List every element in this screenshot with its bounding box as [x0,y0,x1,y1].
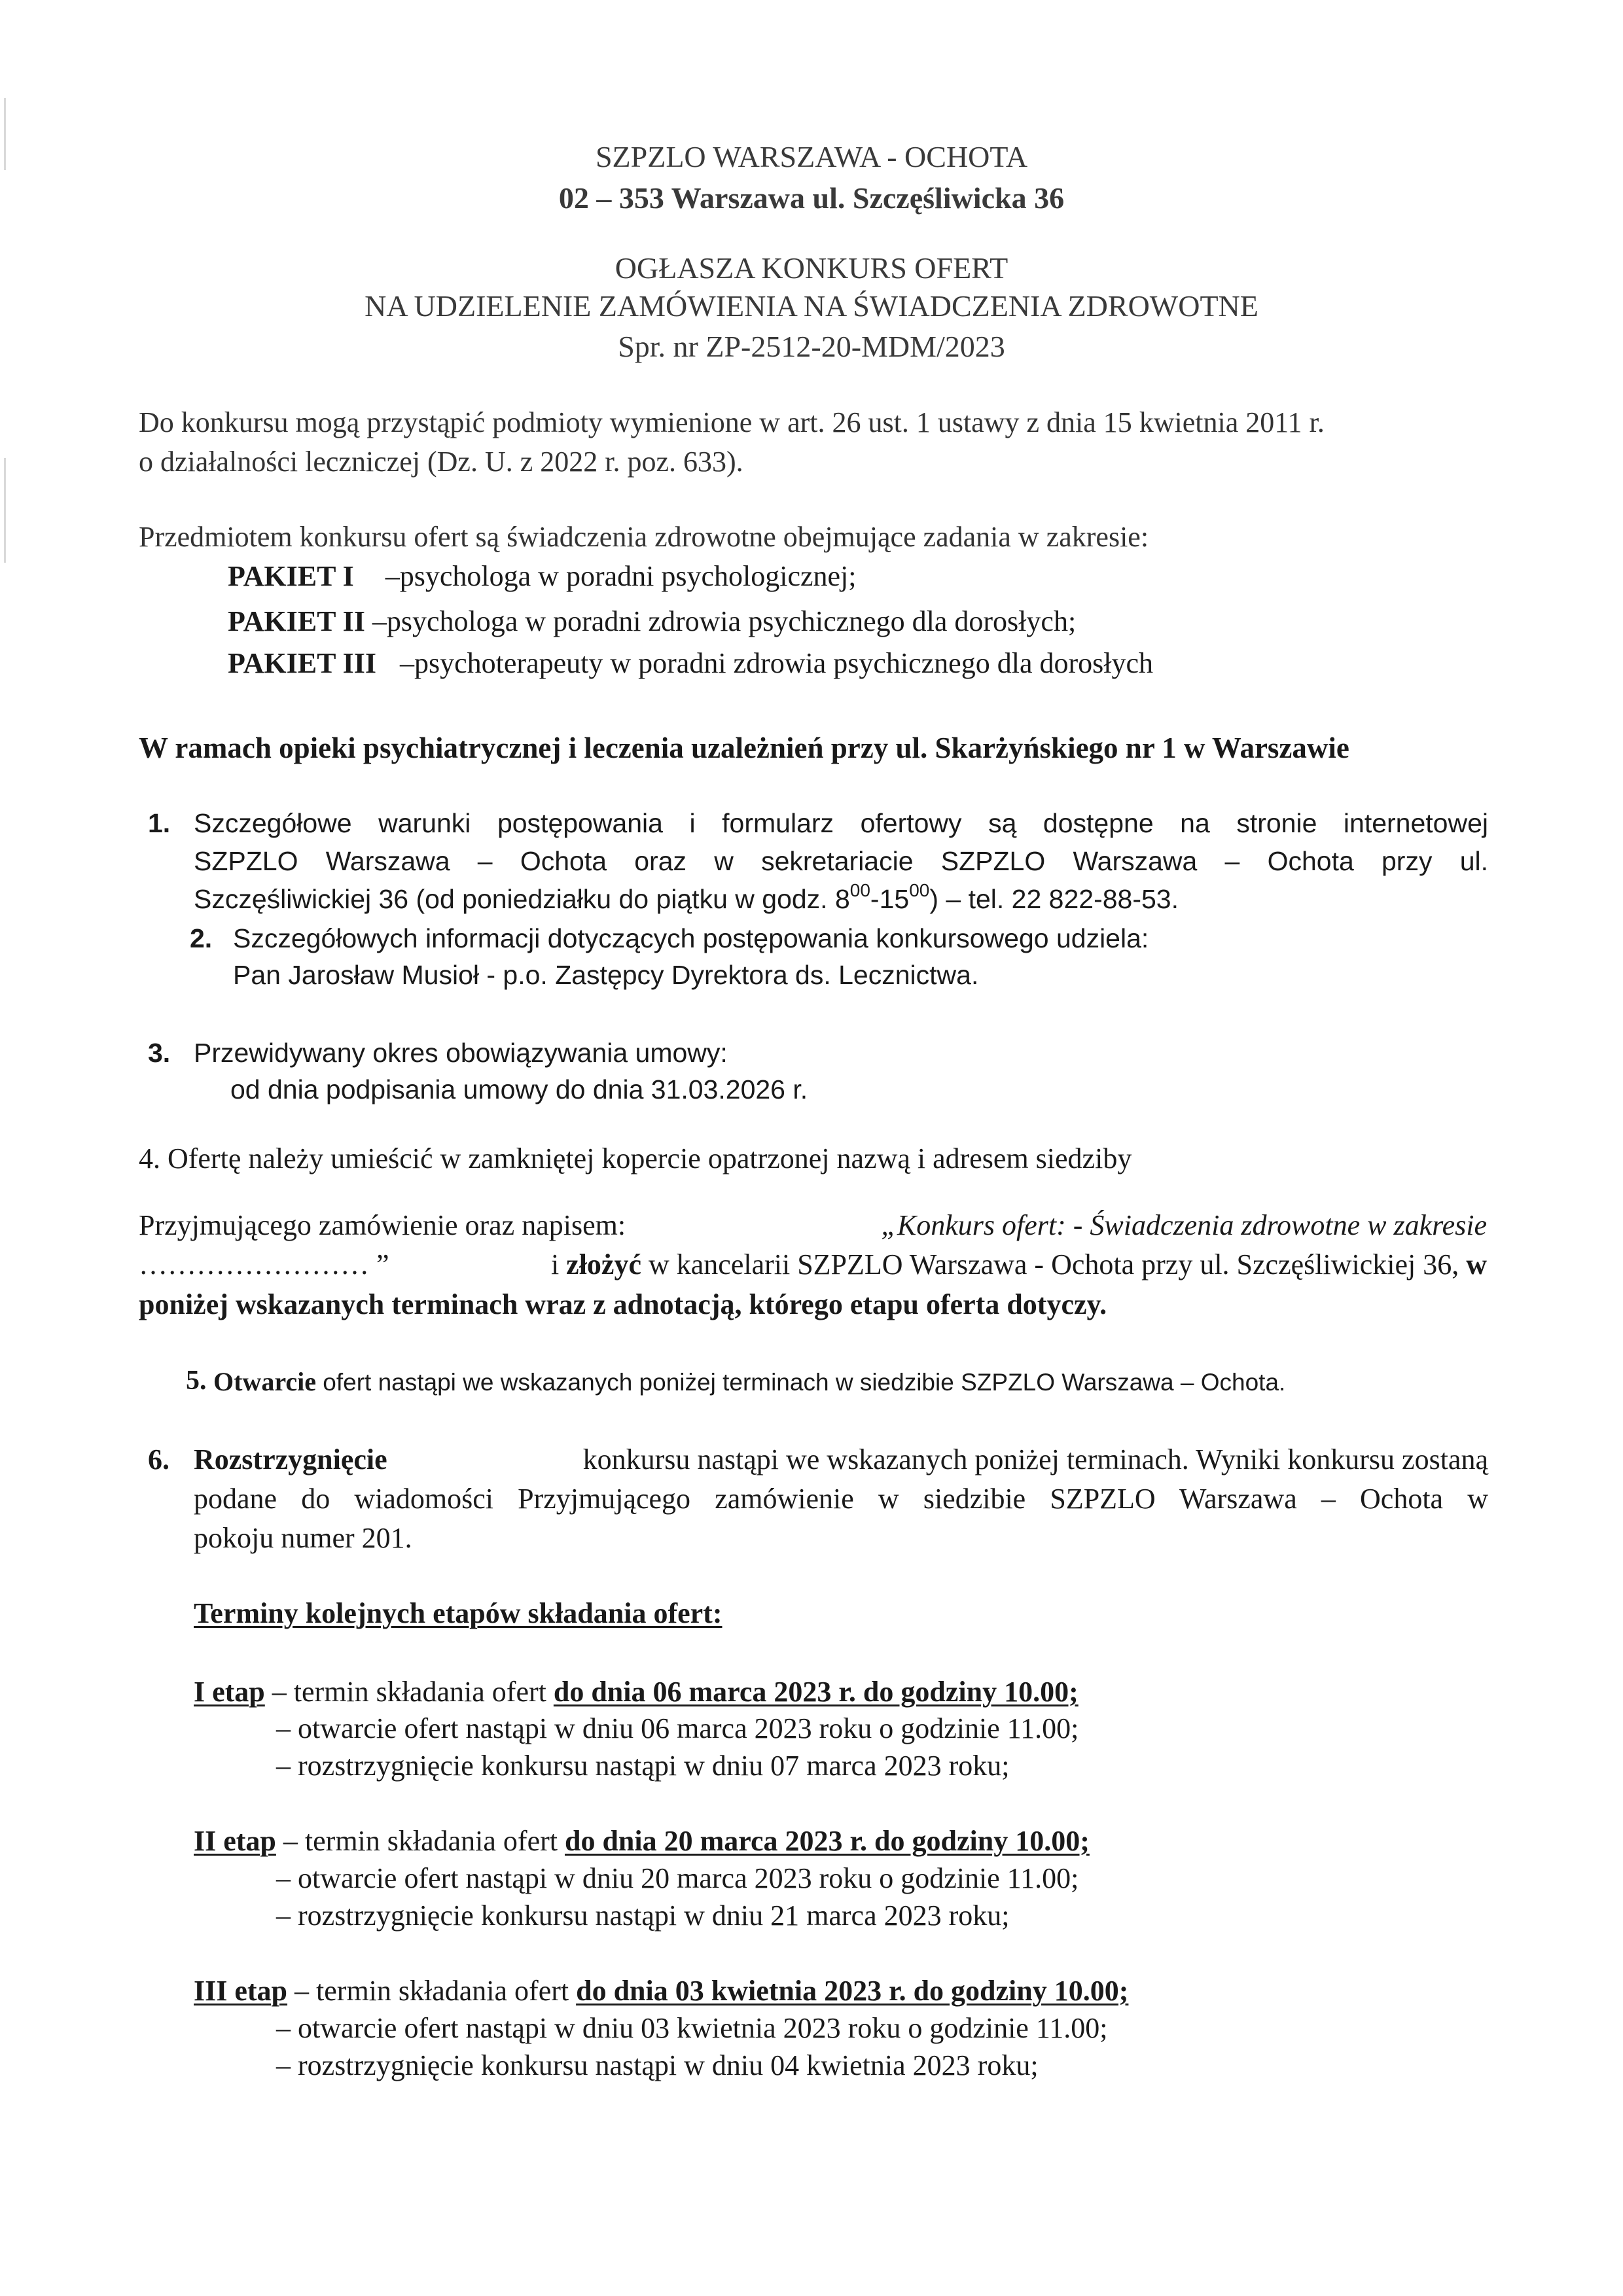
org-name: SZPZLO WARSZAWA - OCHOTA [595,140,1028,173]
item1-line-2: SZPZLO Warszawa – Ochota oraz w sekretariacie SZPZLO Warszawa – Ochota przy ul. [194,846,1488,876]
subject-lead: Przedmiotem konkursu ofert są świadczenia zdrowotne obejmujące zadania w zakresie: [139,521,1149,553]
scan-artifact [4,458,6,563]
package-row [228,559,857,594]
package-row [228,605,1076,639]
stage-opening: – otwarcie ofert nastąpi w dniu 03 kwietnia 2023 roku o godzinie 11.00; [276,2012,1108,2044]
item4-paragraph-line-2: …………………… ” i złożyć w kancelarii SZPZLO Warszawa - Ochota przy ul. Szczęśliwickiej 36, w [139,1248,1487,1280]
item-number: 6. [148,1443,169,1475]
org-address: 02 – 353 Warszawa ul. Szczęśliwicka 36 [558,181,1065,215]
stage-row: I etap – termin składania ofert do dnia 06 marca 2023 r. do godziny 10.00; [194,1676,1079,1708]
location-line: W ramach opieki psychiatrycznej i leczenia uzależnień przy ul. Skarżyńskiego nr 1 w Warszawie [139,732,1349,764]
item5-text: Otwarcie ofert nastąpi we wskazanych poniżej terminach w siedzibie SZPZLO Warszawa – Ochota. [213,1367,1286,1396]
stage-label: I etap [194,1676,265,1708]
stage-label: II etap [194,1825,276,1857]
item4-text: 4. Ofertę należy umieścić w zamkniętej kopercie opatrzonej nazwą i adresem siedziby [139,1142,1132,1174]
intro-line-1: Do konkursu mogą przystąpić podmioty wymienione w art. 26 ust. 1 ustawy z dnia 15 kwietnia 2011 r. [139,406,1325,438]
intro-line-2: o działalności leczniczej (Dz. U. z 2022 r. poz. 633). [139,446,743,478]
item4-paragraph-line-3: poniżej wskazanych terminach wraz z adnotacją, którego etapu oferta dotyczy. [139,1288,1107,1320]
stage-resolution: – rozstrzygnięcie konkursu nastąpi w dniu 21 marca 2023 roku; [276,1899,1010,1932]
stage-row: II etap – termin składania ofert do dnia 20 marca 2023 r. do godziny 10.00; [194,1825,1090,1857]
item2-line-1: Szczegółowych informacji dotyczących postępowania konkursowego udziela: [233,923,1149,953]
stage-deadline: do dnia 06 marca 2023 r. do godziny 10.00; [553,1676,1079,1708]
item1-line-1: Szczegółowe warunki postępowania i formularz ofertowy są dostępne na stronie internetowej [194,808,1488,838]
item-number: 1. [148,808,171,838]
item6-line-3: pokoju numer 201. [194,1522,412,1554]
package-text: –psychologa w poradni zdrowia psychicznego dla dorosłych; [372,605,1077,637]
item3-line-1: Przewidywany okres obowiązywania umowy: [194,1038,728,1068]
item-number: 2. [190,923,213,953]
package-label: PAKIET II [228,605,365,637]
item-number: 3. [148,1038,171,1068]
stage-resolution: – rozstrzygnięcie konkursu nastąpi w dniu 04 kwietnia 2023 roku; [276,2049,1039,2081]
stage-deadline: do dnia 03 kwietnia 2023 r. do godziny 10.00; [576,1975,1129,2007]
item1-line-3: Szczęśliwickiej 36 (od poniedziałku do piątku w godz. $8^{00}-15^{00}$) – tel. 22 822-88-53. [194,880,1179,914]
package-text: –psychologa w poradni psychologicznej; [385,560,857,592]
stage-opening: – otwarcie ofert nastąpi w dniu 20 marca 2023 roku o godzinie 11.00; [276,1862,1079,1894]
package-label: PAKIET III [228,647,377,679]
item4-paragraph-line-1: Przyjmującego zamówienie oraz napisem: „Konkurs ofert: - Świadczenia zdrowotne w zakresie [139,1209,1487,1241]
case-number: Spr. nr ZP-2512-20-MDM/2023 [618,330,1005,363]
stage-row: III etap – termin składania ofert do dnia 03 kwietnia 2023 r. do godziny 10.00; [194,1975,1129,2007]
item2-line-2: Pan Jarosław Musioł - p.o. Zastępcy Dyrektora ds. Lecznictwa. [233,960,979,990]
stage-opening: – otwarcie ofert nastąpi w dniu 06 marca 2023 roku o godzinie 11.00; [276,1712,1079,1744]
announcement-subtitle: NA UDZIELENIE ZAMÓWIENIA NA ŚWIADCZENIA ZDROWOTNE [365,289,1258,323]
package-text: –psychoterapeuty w poradni zdrowia psychicznego dla dorosłych [400,647,1153,679]
item3-line-2: od dnia podpisania umowy do dnia 31.03.2026 r. [230,1074,808,1104]
stage-deadline: do dnia 20 marca 2023 r. do godziny 10.00; [564,1825,1090,1857]
announcement-title: OGŁASZA KONKURS OFERT [615,251,1008,285]
package-label: PAKIET I [228,560,354,592]
stage-label: III etap [194,1975,288,2007]
item-number: 5. [186,1366,207,1396]
item6-line-2: podane do wiadomości Przyjmującego zamówienie w siedzibie SZPZLO Warszawa – Ochota w [194,1483,1488,1515]
item6-line-1: Rozstrzygnięcie konkursu nastąpi we wskazanych poniżej terminach. Wyniki konkursu zostaną [194,1443,1488,1475]
stage-resolution: – rozstrzygnięcie konkursu nastąpi w dniu 07 marca 2023 roku; [276,1750,1010,1782]
package-row [228,646,1153,681]
stages-heading: Terminy kolejnych etapów składania ofert: [194,1597,722,1629]
